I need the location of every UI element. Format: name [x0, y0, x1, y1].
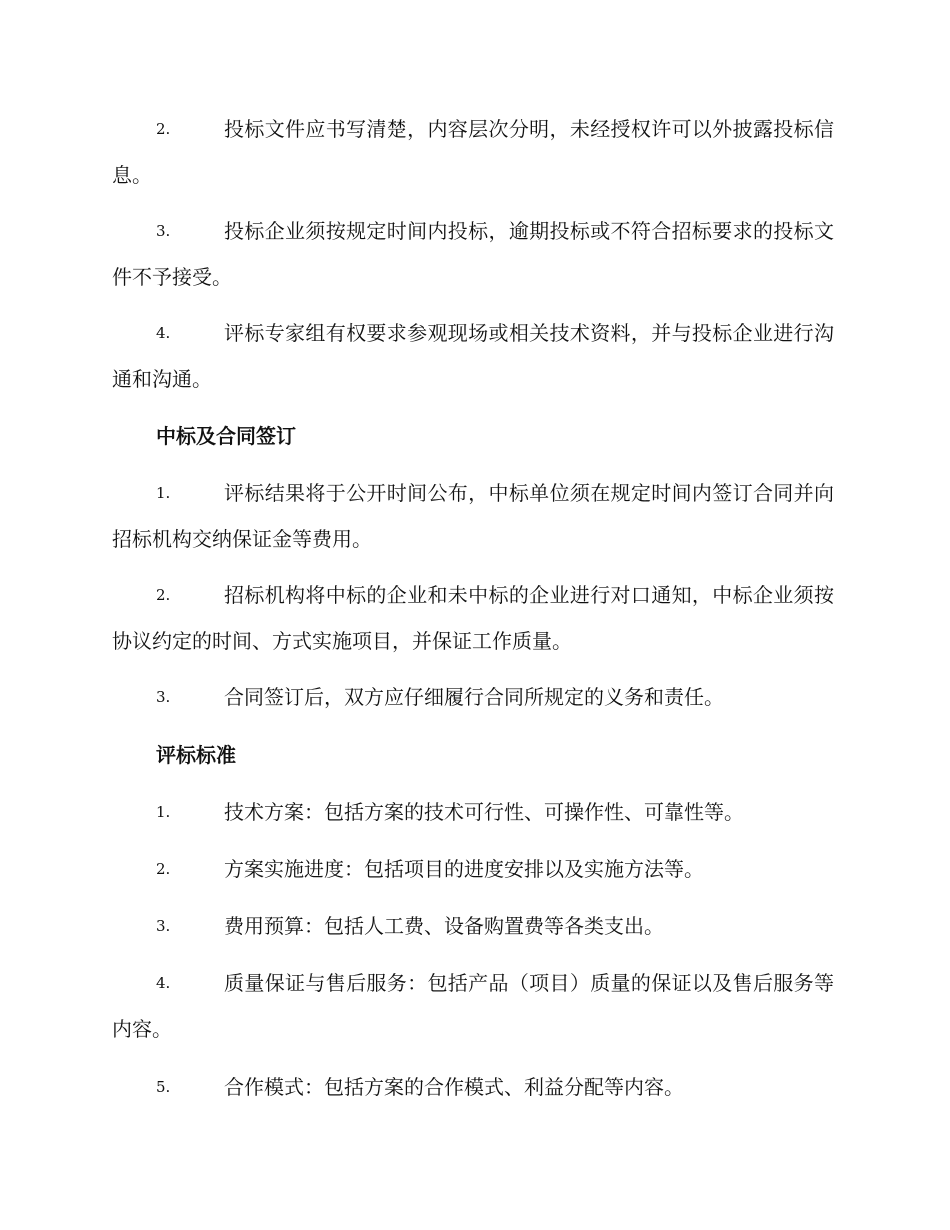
list-item-number: 1. [156, 803, 171, 821]
list-item [112, 960, 834, 1052]
list-item-number: 2. [156, 120, 171, 138]
section-heading-criteria: 评标标准 [156, 743, 236, 767]
list-item [112, 106, 834, 198]
list-item [112, 208, 834, 300]
list-item-number: 4. [156, 974, 171, 992]
list-item-number: 3. [156, 917, 171, 935]
list-item-number: 4. [156, 324, 171, 342]
list-item-number: 5. [156, 1078, 171, 1096]
list-item-text: 评标专家组有权要求参观现场或相关技术资料，并与投标企业进行沟通和沟通。 [112, 321, 834, 391]
list-item-number: 2. [156, 586, 171, 604]
list-item-text: 评标结果将于公开时间公布，中标单位须在规定时间内签订合同并向招标机构交纳保证金等费用。 [112, 481, 834, 551]
list-item [112, 789, 834, 835]
list-item-text: 投标文件应书写清楚，内容层次分明，未经授权许可以外披露投标信息。 [112, 117, 834, 187]
list-item-text: 方案实施进度：包括项目的进度安排以及实施方法等。 [224, 857, 704, 881]
section-heading-award: 中标及合同签订 [156, 424, 296, 448]
list-item [112, 846, 834, 892]
list-item-text: 招标机构将中标的企业和未中标的企业进行对口通知，中标企业须按协议约定的时间、方式实施项目，并保证工作质量。 [112, 583, 834, 653]
list-item [112, 903, 834, 949]
list-item-number: 3. [156, 222, 171, 240]
list-item-number: 1. [156, 484, 171, 502]
list-item-text: 费用预算：包括人工费、设备购置费等各类支出。 [224, 914, 664, 938]
list-item-text: 技术方案：包括方案的技术可行性、可操作性、可靠性等。 [224, 800, 744, 824]
list-item [112, 470, 834, 562]
list-item [112, 1064, 834, 1110]
list-item [112, 310, 834, 402]
list-item-text: 投标企业须按规定时间内投标，逾期投标或不符合招标要求的投标文件不予接受。 [112, 219, 834, 289]
list-item-text: 合作模式：包括方案的合作模式、利益分配等内容。 [224, 1075, 684, 1099]
list-item-number: 3. [156, 688, 171, 706]
list-item [112, 674, 834, 720]
list-item-text: 合同签订后，双方应仔细履行合同所规定的义务和责任。 [224, 685, 724, 709]
list-item-text: 质量保证与售后服务：包括产品（项目）质量的保证以及售后服务等内容。 [112, 971, 834, 1041]
list-item [112, 572, 834, 664]
list-item-number: 2. [156, 860, 171, 878]
